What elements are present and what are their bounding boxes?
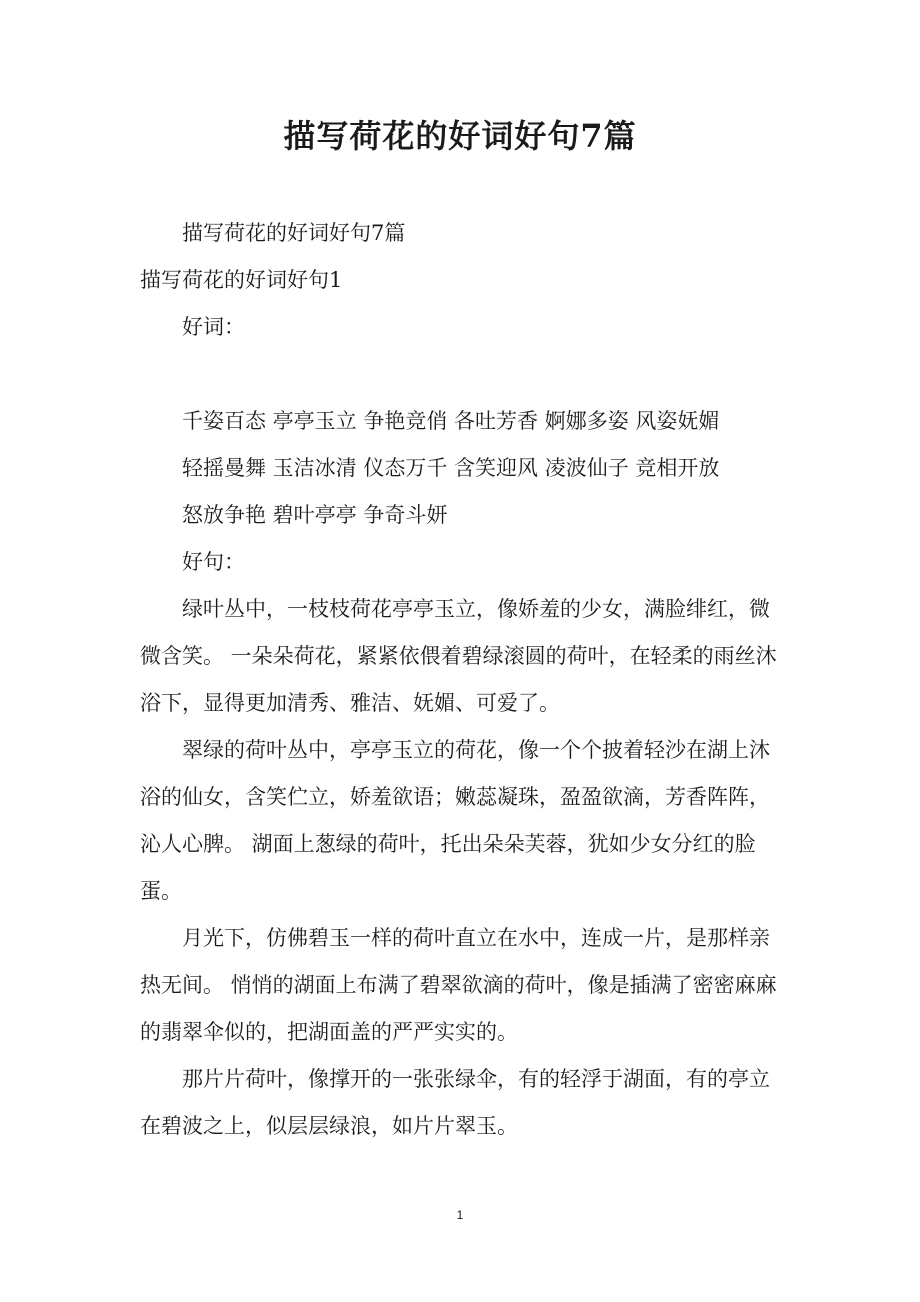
good-words-line: 千姿百态 亭亭玉立 争艳竞俏 各吐芳香 婀娜多姿 风姿妩媚 (182, 409, 720, 433)
good-words-line: 轻摇曼舞 玉洁冰清 仪态万千 含笑迎风 凌波仙子 竞相开放 (182, 456, 720, 480)
document-body (140, 210, 790, 1150)
paragraph: 月光下，仿佛碧玉一样的荷叶直立在水中，连成一片，是那样亲热无间。 悄悄的湖面上布满了碧翠欲滴的荷叶，像是插满了密密麻麻的翡翠伞似的，把湖面盖的严严实实的。 (140, 926, 777, 1044)
good-sentences-label: 好句： (182, 550, 245, 574)
paragraph: 翠绿的荷叶丛中，亭亭玉立的荷花，像一个个披着轻沙在湖上沐浴的仙女，含笑伫立，娇羞欲语；嫩蕊凝珠，盈盈欲滴，芳香阵阵，沁人心脾。 湖面上葱绿的荷叶，托出朵朵芙蓉，犹如少女分红的脸蛋。 (140, 738, 770, 903)
good-words-line: 怒放争艳 碧叶亭亭 争奇斗妍 (182, 503, 448, 527)
page-number: 1 (456, 1208, 464, 1222)
paragraph: 那片片荷叶，像撑开的一张张绿伞，有的轻浮于湖面，有的亭立在碧波之上，似层层绿浪，如片片翠玉。 (140, 1067, 770, 1138)
section-heading: 描写荷花的好词好句1 (140, 268, 343, 292)
document-title: 描写荷花的好词好句7篇 (283, 117, 637, 155)
blank-line (140, 351, 790, 398)
good-words-label: 好词： (182, 315, 245, 339)
subtitle: 描写荷花的好词好句7篇 (182, 221, 406, 245)
paragraph: 绿叶丛中，一枝枝荷花亭亭玉立，像娇羞的少女，满脸绯红，微微含笑。 一朵朵荷花，紧紧依偎着碧绿滚圆的荷叶，在轻柔的雨丝沐浴下，显得更加清秀、雅洁、妩媚、可爱了。 (140, 597, 777, 715)
